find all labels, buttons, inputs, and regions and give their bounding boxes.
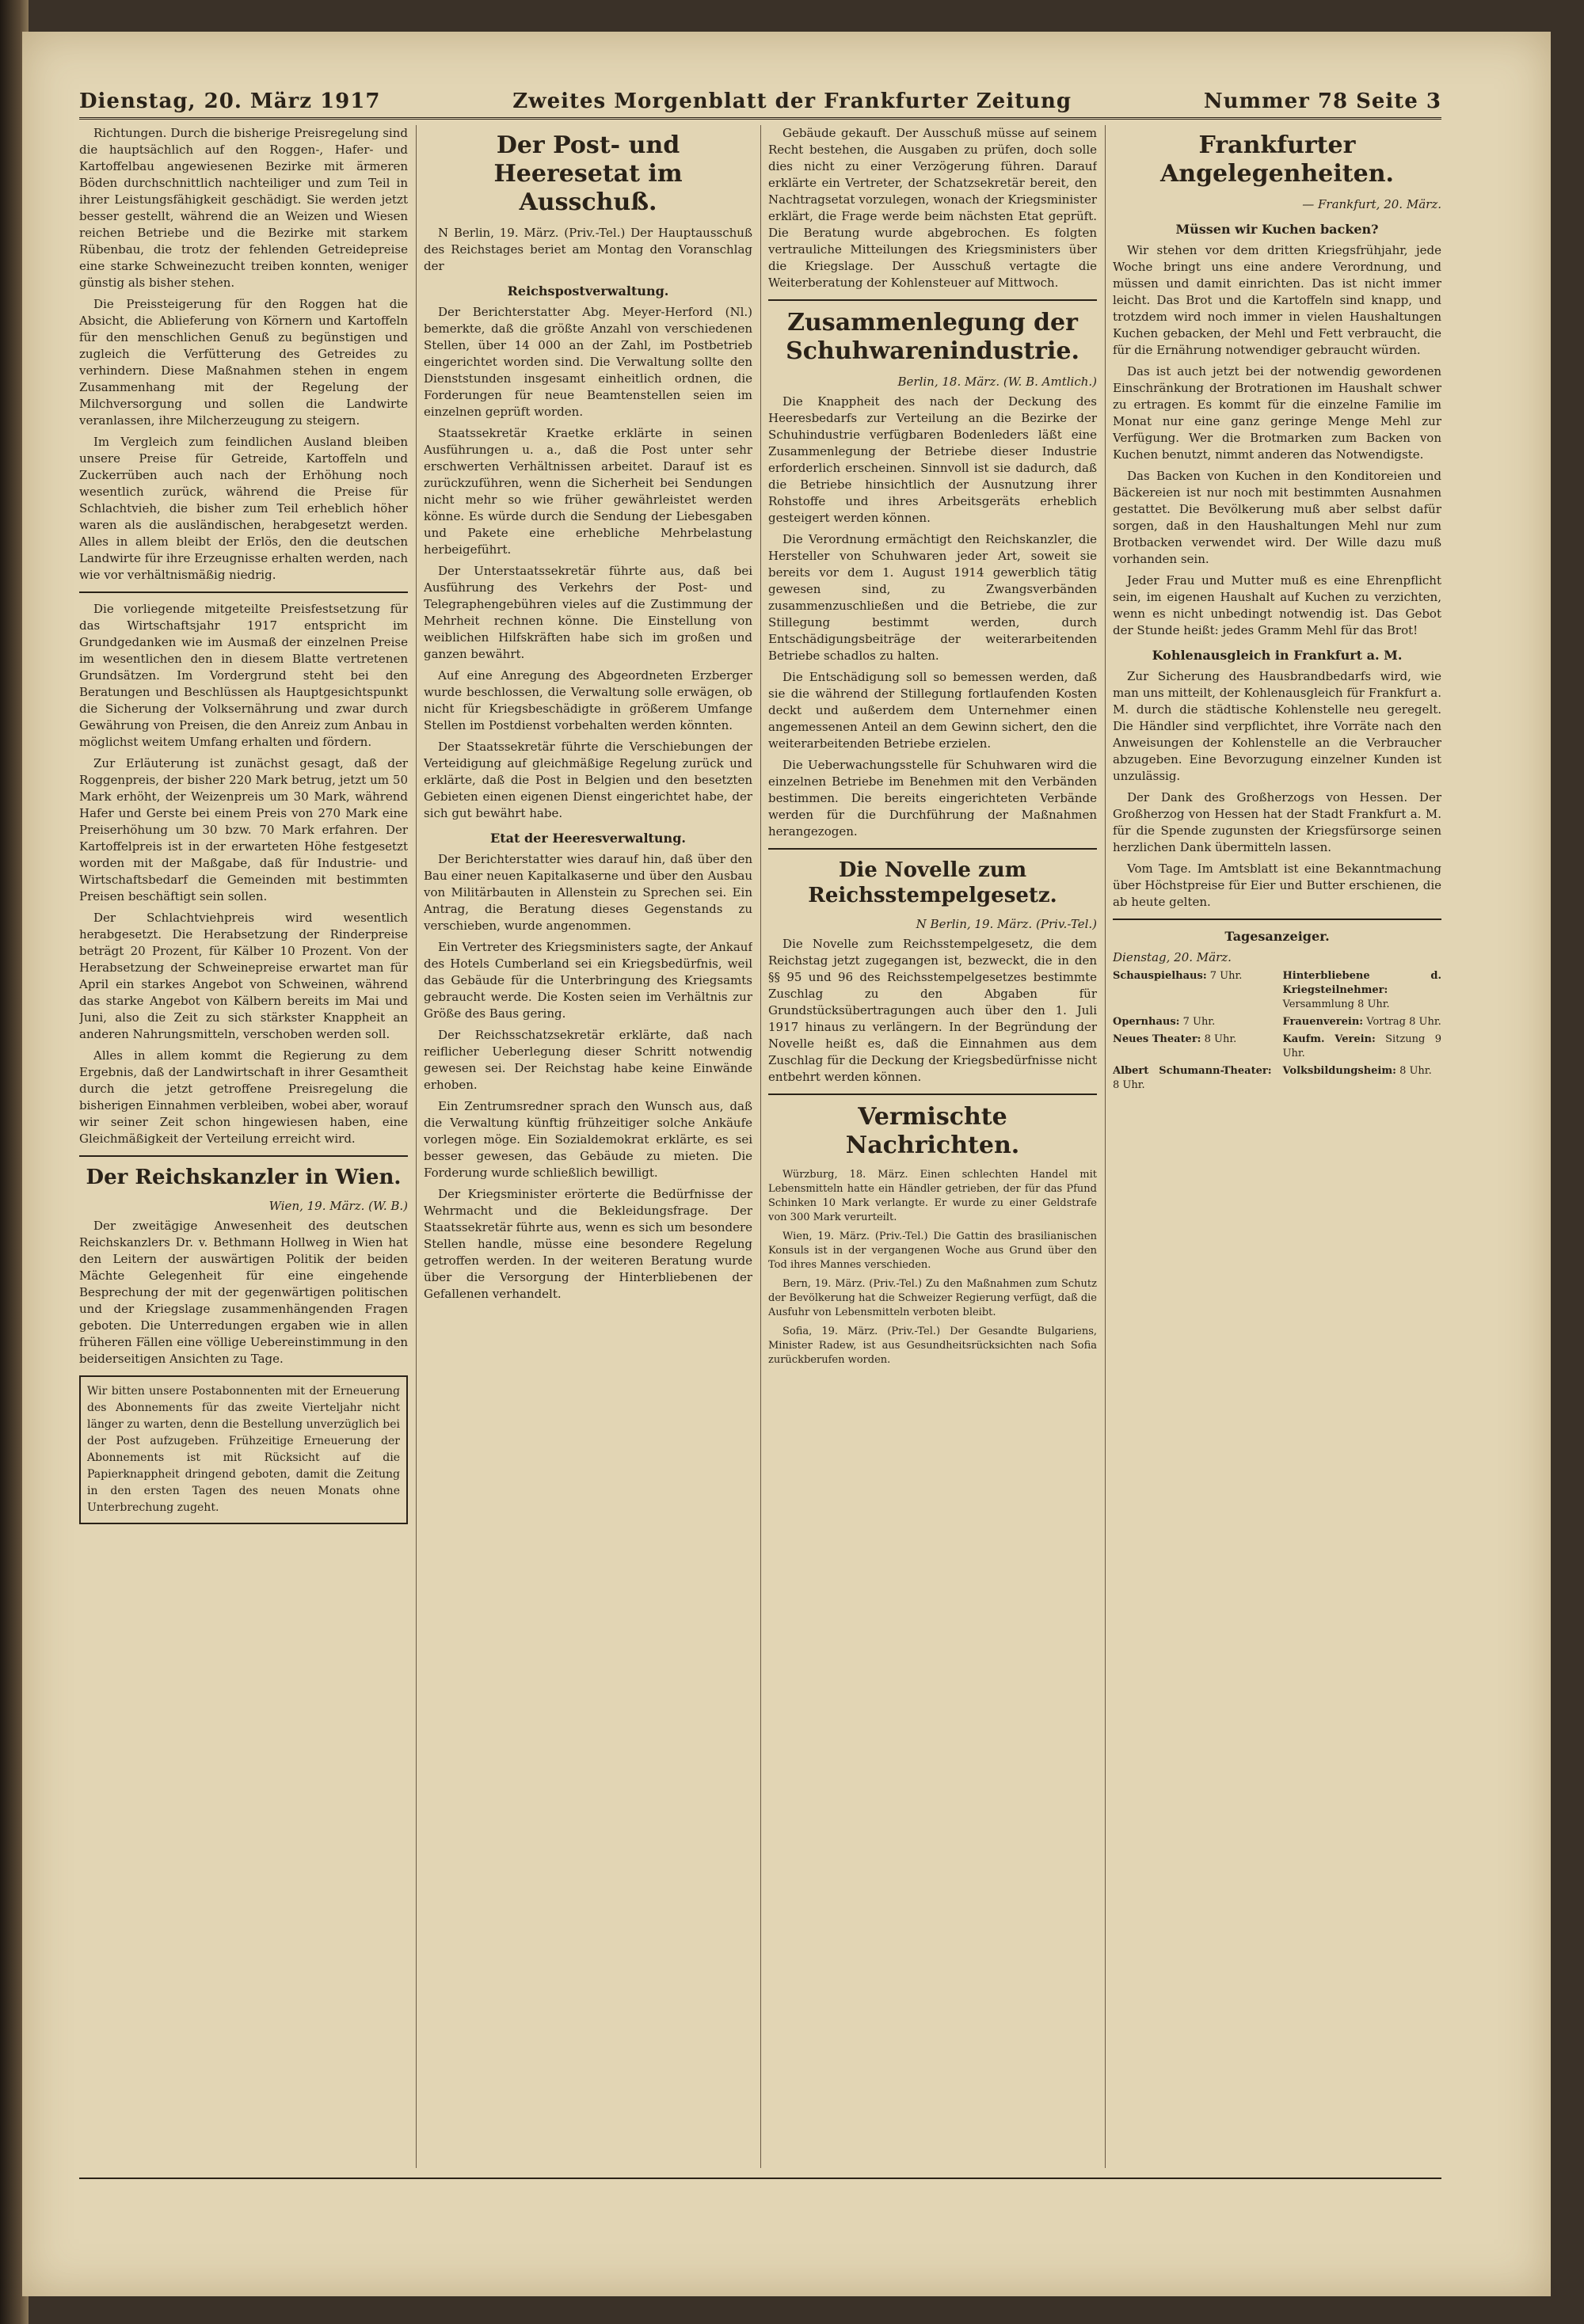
news-item: Wien, 19. März. (Priv.-Tel.) Die Gattin des brasilianischen Konsuls ist in der vergangenen Woche aus Grund über den Tod ihres Mannes verschieden. [768, 1230, 1097, 1271]
article-paragraph: Die Entschädigung soll so bemessen werden, daß sie die während der Stillegung fortlaufenden Kosten deckt und außerdem dem Unternehmer einen angemessenen Anteil an dem Gewinn sichert, den die weiterarbeitenden Betriebe erzielen. [768, 670, 1097, 751]
divider [79, 1155, 408, 1157]
dateline: Berlin, 18. März. (W. B. Amtlich.) [897, 375, 1097, 389]
article-paragraph: Die vorliegende mitgeteilte Preisfestsetzung für das Wirtschaftsjahr 1917 entspricht im Grundgedanken wie im Ausmaß der einzelnen Preise im wesentlichen den in diesem Blatte vertretenen Grundsätzen. Im Vordergrund steht bei den Beratungen und Beschlüssen als Hauptgesichtspunkt die Sicherung der Volksernährung und zwar durch Gewährung von Preisen, die den Anreiz zum Anbau in möglichst weitem Umfang erhalten und fördern. [79, 602, 408, 749]
article-paragraph: Ein Vertreter des Kriegsministers sagte, der Ankauf des Hotels Cumberland sei ein Kriegsbedürfnis, weil das Gebäude für die Unterbringung des Kriegsamts gebraucht werde. Die Kosten seien im Verhältnis zur Größe des Baus gering. [424, 940, 752, 1021]
headline-frankfurter-angelegenheiten: Frankfurter Angelegenheiten. [1159, 131, 1394, 188]
headline-post-heeresetat: Der Post- und Heeresetat im Ausschuß. [493, 131, 683, 216]
article-paragraph: Zur Sicherung des Hausbrandbedarfs wird, wie man uns mitteilt, der Kohlenausgleich für Frankfurt a. M. durch die städtische Kohlenstelle neu geregelt. Die Händler sind verpflichtet, ihre Vorräte nach den Anweisungen der Kohlenstelle an die Verbraucher abzugeben. Eine Bevorzugung einzelner Kunden ist unzulässig. [1113, 669, 1441, 783]
divider [768, 1094, 1097, 1095]
article-paragraph: Gebäude gekauft. Der Ausschuß müsse auf seinem Recht bestehen, die Ausgaben zu prüfen, doch solle dies nicht zu einer Verzögerung führen. Darauf erklärte ein Vertreter, der Schatzsekretär bereit, den Nachtragsetat vorzulegen, wonach der Kriegsminister erklärt, die Frage werde beim nächsten Etat geprüft. Die Beratung wurde abgebrochen. Es folgten vertrauliche Mitteilungen des Kriegsministers über die Kriegslage. Der Ausschuß vertagte die Weiterberatung der Kohlensteuer auf Mittwoch. [768, 126, 1097, 290]
article-paragraph: Die Novelle zum Reichsstempelgesetz, die dem Reichstag jetzt zugegangen ist, bezweckt, die in den §§ 95 und 96 des Reichsstempelgesetzes bestimmte Zuschlag zu den Abgaben für Grundstücksübertragungen auch über den 1. Juli 1917 hinaus zu verlängern. In der Begründung der Novelle heißt es, daß die Einnahmen aus dem Zuschlag für die Deckung der Kriegsbedürfnisse nicht entbehrt werden können. [768, 937, 1097, 1084]
article-paragraph: Staatssekretär Kraetke erklärte in seinen Ausführungen u. a., daß die Post unter sehr erschwerten Verhältnissen arbeitet. Darauf ist es zurückzuführen, wenn die Sicherheit bei Sendungen nicht mehr so wie früher gewährleistet werden könne. Es würde durch die Sendung der Liebesgaben und Pakete eine erhebliche Mehrbelastung herbeigeführt. [424, 426, 752, 557]
list-item: Albert Schumann-Theater: 8 Uhr. [1113, 1065, 1272, 1091]
article-paragraph: Der Kriegsminister erörterte die Bedürfnisse der Wehrmacht und die Bekleidungsfrage. Der Staatssekretär führte aus, wenn es sich um besondere Stellen handle, müsse eine besondere Regelung getroffen werden. In der weiteren Beratung wurde über die Versorgung der Hinterbliebenen der Gefallenen verhandelt. [424, 1187, 752, 1301]
subheading: Reichspostverwaltung. [507, 283, 669, 299]
article-paragraph: Richtungen. Durch die bisherige Preisregelung sind die hauptsächlich auf den Roggen-, Hafer- und Kartoffelbau angewiesenen Bezirke mit ärmeren Böden durchschnittlich nachteiliger und zum Teil in ihrer Leistungsfähigkeit geschädigt. Sie werden jetzt besser gestellt, während die an Weizen und Wiesen reichen Betriebe und die Bezirke mit starkem Rübenbau, die trotz der fehlenden Getreidepreise eine starke Schweinezucht treiben konnten, weniger günstig als bisher stehen. [79, 126, 408, 290]
headline-reichskanzler: Der Reichskanzler in Wien. [86, 1166, 402, 1189]
article-paragraph: Alles in allem kommt die Regierung zu dem Ergebnis, daß der Landwirtschaft in ihrer Gesamtheit durch die jetzt getroffene Preisregelung die bisherigen Einnahmen verbleiben, wobei aber, worauf wir seiner Zeit schon hingewiesen haben, eine Gleichmäßigkeit der Verteilung erreicht wird. [79, 1048, 408, 1146]
article-intro [424, 225, 752, 275]
article-paragraph: Die Verordnung ermächtigt den Reichskanzler, die Hersteller von Schuhwaren jeder Art, soweit sie bereits vor dem 1. August 1914 gewerblich tätig gewesen sind, zu Zwangsverbänden zusammenzuschließen und die Betriebe, die zur Stillegung bestimmt werden, durch Entschädigungsbeiträge der weiterarbeitenden Betriebe schadlos zu halten. [768, 532, 1097, 663]
article-paragraph: Der zweitägige Anwesenheit des deutschen Reichskanzlers Dr. v. Bethmann Hollweg in Wien hat den Leitern der auswärtigen Politik der beiden Mächte Gelegenheit für eine eingehende Besprechung der mit der gegenwärtigen politischen und der Kriegslage zusammenhängenden Fragen geboten. Die Unterredungen ergaben wie in allen früheren Fällen eine völlige Uebereinstimmung in den beiderseitigen Ansichten zu Tage. [79, 1219, 408, 1366]
news-item: Würzburg, 18. März. Einen schlechten Handel mit Lebensmitteln hatte ein Händler getrieben, der für das Pfund Schinken 10 Mark verlangte. Er wurde zu einer Geldstrafe von 300 Mark verurteilt. [768, 1169, 1097, 1223]
column-rule [760, 125, 761, 2168]
article-paragraph: Zur Erläuterung ist zunächst gesagt, daß der Roggenpreis, der bisher 220 Mark betrug, jetzt um 50 Mark erhöht, der Weizenpreis um 30 Mark, während Hafer und Gerste bei einem Preis von 270 Mark eine Preiserhöhung um 30 bzw. 70 Mark erfahren. Der Kartoffelpreis ist in der erwarteten Höhe festgesetzt worden mit der Maßgabe, daß für Industrie- und Wirtschaftsbedarf die Gemeinden mit bestimmten Preisen beschäftigt sein sollen. [79, 756, 408, 903]
article-paragraph: Die Ueberwachungsstelle für Schuhwaren wird die einzelnen Betriebe im Benehmen mit den Verbänden bestimmen. Die bereits eingerichteten Verbände werden für die Durchführung der Maßnahmen herangezogen. [768, 758, 1097, 839]
column-rule [416, 125, 417, 2168]
dateline: — Frankfurt, 20. März. [1302, 197, 1441, 211]
headline-schuhwaren: Zusammenlegung der Schuhwarenindustrie. [786, 309, 1079, 365]
article-paragraph: Im Vergleich zum feindlichen Ausland bleiben unsere Preise für Getreide, Kartoffeln und Zuckerrüben auch nach der Erhöhung noch wesentlich zurück, während die Preise für Schlachtvieh, die bisher zum Teil erheblich höher waren als die ausländischen, herabgesetzt werden. Alles in allem bleibt der Erlös, den die deutschen Landwirte für ihre Erzeugnisse erhalten werden, nach wie vor verhältnismäßig niedrig. [79, 435, 408, 582]
article-paragraph: Der Berichterstatter Abg. Meyer-Herford (Nl.) bemerkte, daß die größte Anzahl von verschiedenen Stellen, über 14 000 an der Zahl, im Postbetrieb eingerichtet worden sind. Die Verwaltung sollte den Dienststunden insgesamt einheitlich ordnen, die Forderungen für neue Beamtenstellen seien im einzelnen geprüft worden. [424, 305, 752, 419]
article-paragraph: Das ist auch jetzt bei der notwendig gewordenen Einschränkung der Brotrationen im Haushalt schwer zu ertragen. Es kommt für die einzelne Familie im Monat nur eine ganz geringe Menge Mehl zur Verfügung. Wer die Brotmarken zum Backen von Kuchen benutzt, nimmt anderen das Notwendigste. [1113, 364, 1441, 462]
column-rule [1105, 125, 1106, 2168]
intro-text: Der Hauptausschuß des Reichstages beriet am Montag den Voranschlag der [424, 226, 752, 273]
newspaper-title: Zweites Morgenblatt der Frankfurter Zeitung [512, 89, 1072, 113]
subheading: Müssen wir Kuchen backen? [1175, 222, 1379, 237]
article-paragraph: Der Berichterstatter wies darauf hin, daß über den Bau einer neuen Kapitalkaserne und über den Ausbau von Militärbauten in Allenstein zu Sprechen sei. Ein Antrag, die Beratung dieses Gegenstands zu verschieben, wurde angenommen. [424, 852, 752, 933]
article-paragraph: Der Staatssekretär führte die Verschiebungen der Verteidigung auf gleichmäßige Regelung zurück und erklärte, daß die Post in Belgien und den besetzten Gebieten einen eigenen Dienst eingerichtet habe, der sich gut bewährt habe. [424, 740, 752, 820]
list-item: Frauenverein: Vortrag 8 Uhr. [1282, 1016, 1441, 1028]
subscription-notice [79, 1375, 408, 1524]
subheading: Tagesanzeiger. [1224, 929, 1330, 944]
tagesanzeiger-list [1113, 969, 1441, 1093]
article-paragraph: Die Knappheit des nach der Deckung des Heeresbedarfs zur Verteilung an die Bezirke der Schuhindustrie verfügbaren Bodenleders läßt eine Zusammenlegung der Betriebe dieser Industrie erforderlich erscheinen. Sinnvoll ist sie dadurch, daß die Betriebe hinsichtlich der Ausnutzung ihrer Rohstoffe und ihres Arbeitsgeräts erheblich gesteigert werden können. [768, 394, 1097, 525]
page-footer-rule [79, 2178, 1441, 2184]
list-item: Kaufm. Verein: Sitzung 9 Uhr. [1282, 1033, 1441, 1059]
column-2 [424, 125, 752, 2168]
news-item: Bern, 19. März. (Priv.-Tel.) Zu den Maßnahmen zum Schutz der Bevölkerung hat die Schweizer Regierung verfügt, daß die Ausfuhr von Lebensmitteln verboten bleibt. [768, 1278, 1097, 1318]
masthead [79, 86, 1441, 120]
divider [768, 299, 1097, 301]
dateline: N Berlin, 19. März. (Priv.-Tel.) [438, 226, 626, 240]
list-item: Hinterbliebene d. Kriegsteilnehmer: Versammlung 8 Uhr. [1282, 970, 1441, 1010]
article-paragraph: Vom Tage. Im Amtsblatt ist eine Bekanntmachung über Höchstpreise für Eier und Butter erschienen, die ab heute gelten. [1113, 862, 1441, 909]
news-item: Sofia, 19. März. (Priv.-Tel.) Der Gesandte Bulgariens, Minister Radew, ist aus Gesundheitsrücksichten nach Sofia zurückberufen worden. [768, 1326, 1097, 1366]
dateline: Wien, 19. März. (W. B.) [268, 1199, 408, 1213]
headline-vermischte-nachrichten: Vermischte Nachrichten. [845, 1103, 1020, 1159]
article-paragraph: Das Backen von Kuchen in den Konditoreien und Bäckereien ist nur noch mit bestimmten Ausnahmen gestattet. Die Bevölkerung muß aber selbst dafür sorgen, daß in den Haushaltungen Mehl nur zum Brotbacken verwendet wird. Der Wille dazu muß vorhanden sein. [1113, 469, 1441, 566]
column-3 [768, 125, 1097, 2168]
notice-text: Wir bitten unsere Postabonnenten mit der Erneuerung des Abonnements für das zweite Vierteljahr nicht länger zu warten, denn die Bestellung unverzüglich bei der Post aufzugeben. Frühzeitige Erneuerung der Abonnements ist mit Rücksicht auf die Papierknappheit dringend geboten, damit die Zeitung in den ersten Tagen des neuen Monats ohne Unterbrechung zugeht. [87, 1385, 400, 1514]
article-paragraph: Der Schlachtviehpreis wird wesentlich herabgesetzt. Die Herabsetzung der Rinderpreise beträgt 20 Prozent, für Kälber 10 Prozent. Von der Herabsetzung der Schweinepreise erwartet man für April ein starkes Angebot von Schweinen, während das starke Angebot von Kälbern bereits im Mai und Juni, also die Zeit zu sich stärkster Knappheit an anderen Nahrungsmitteln, verschoben werden soll. [79, 911, 408, 1041]
headline-reichsstempelgesetz: Die Novelle zum Reichsstempelgesetz. [808, 858, 1057, 907]
list-item: Neues Theater: 8 Uhr. [1113, 1033, 1237, 1045]
column-1 [79, 125, 408, 2168]
subheading: Kohlenausgleich in Frankfurt a. M. [1152, 648, 1403, 663]
subheading: Etat der Heeresverwaltung. [490, 831, 686, 846]
article-paragraph: Wir stehen vor dem dritten Kriegsfrühjahr, jede Woche bringt uns eine andere Verordnung, und müssen und damit einrichten. Das ist nicht immer leicht. Das Brot und die Kartoffeln sind knapp, und trotzdem wird noch immer in vielen Haushaltungen Kuchen gebacken, der Mehl und Fett verbraucht, die für die Ernährung notwendiger gebraucht würden. [1113, 243, 1441, 357]
page-number: Nummer 78 Seite 3 [1203, 89, 1441, 113]
article-paragraph: Die Preissteigerung für den Roggen hat die Absicht, die Ablieferung von Körnern und Kartoffeln für den menschlichen Genuß zu begünstigen und zugleich die Verfütterung des Getreides zu verhindern. Diese Maßnahmen stehen in engem Zusammenhang mit der Regelung der Milchversorgung und sollen die Landwirte veranlassen, ihre Milcherzeugung zu steigern. [79, 297, 408, 428]
list-item: Opernhaus: 7 Uhr. [1113, 1016, 1216, 1028]
issue-date: Dienstag, 20. März 1917 [79, 89, 381, 113]
column-4 [1113, 125, 1441, 2168]
divider [768, 848, 1097, 850]
article-paragraph: Der Reichsschatzsekretär erklärte, daß nach reiflicher Ueberlegung dieser Schritt notwendig gewesen sei. Der Reichstag habe keine Einwände erhoben. [424, 1028, 752, 1092]
tagesanzeiger-date: Dienstag, 20. März. [1113, 950, 1232, 964]
article-paragraph: Ein Zentrumsredner sprach den Wunsch aus, daß die Verwaltung künftig frühzeitiger solche Ankäufe vorlegen möge. Ein Sozialdemokrat erklärte, es sei besser gewesen, das Gebäude zu mieten. Die Forderung wurde schließlich bewilligt. [424, 1099, 752, 1180]
divider [79, 591, 408, 593]
list-item: Volksbildungsheim: 8 Uhr. [1282, 1065, 1432, 1077]
divider [1113, 919, 1441, 920]
article-paragraph: Der Unterstaatssekretär führte aus, daß bei Ausführung des Verkehrs der Post- und Telegraphengebühren vieles auf die Zustimmung der Mehrheit rechnen könne. Die Einstellung von weiblichen Hilfskräften habe sich im großen und ganzen bewährt. [424, 564, 752, 661]
article-paragraph: Jeder Frau und Mutter muß es eine Ehrenpflicht sein, im eigenen Haushalt auf Kuchen zu verzichten, wenn es nicht unbedingt notwendig ist. Das Gebot der Stunde heißt: jedes Gramm Mehl für das Brot! [1113, 573, 1441, 637]
dateline: N Berlin, 19. März. (Priv.-Tel.) [916, 917, 1097, 931]
list-item: Schauspielhaus: 7 Uhr. [1113, 970, 1243, 982]
article-paragraph: Der Dank des Großherzogs von Hessen. Der Großherzog von Hessen hat der Stadt Frankfurt a. M. für die Spende zugunsten der Kriegsfürsorge seinen herzlichen Dank übermitteln lassen. [1113, 790, 1441, 854]
article-paragraph: Auf eine Anregung des Abgeordneten Erzberger wurde beschlossen, die Verwaltung solle erwägen, ob nicht für Kriegsbeschädigte in größerem Umfange Stellen im Postdienst vorbehalten werden könnten. [424, 668, 752, 732]
